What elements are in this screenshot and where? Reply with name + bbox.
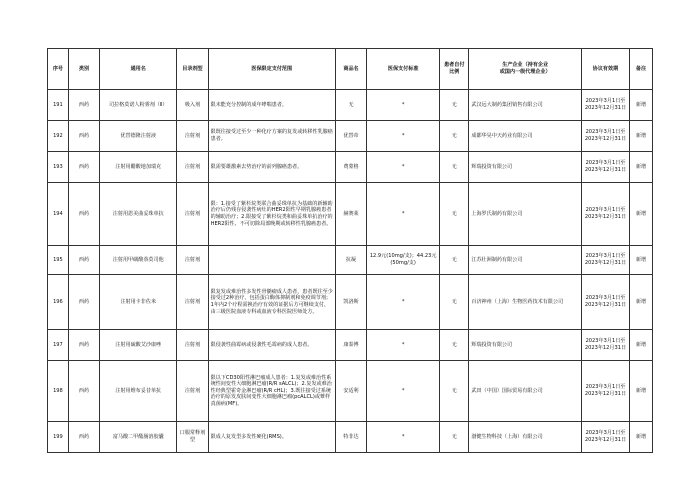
cell-period (582, 183, 630, 246)
cell-manufacturer: 上海罗氏制药有限公司 (469, 183, 582, 246)
table-row (48, 361, 653, 422)
cell-period-start: 2023年3月1日至 (585, 384, 626, 391)
cell-self-pay-ratio: 无 (440, 422, 469, 453)
table-row (48, 90, 653, 121)
header-self-pay-ratio: 患者自付比例 (440, 49, 469, 90)
cell-period-start: 2023年3月1日至 (585, 160, 626, 167)
cell-period-end: 2023年12月31日 (584, 136, 627, 142)
cell-generic-name: 优替德隆注射液 (100, 121, 177, 152)
cell-limited-scope: 限：1.接受了紫杉烷类联合曲妥珠单抗为基础的新辅助治疗后仍残存侵袭性病灶的HER2阳性早期乳腺癌患者的辅助治疗；2.限接受了紫杉烷类和曲妥珠单抗治疗的HER2阳性、不可切除局部晚期或转移性乳腺癌患者。 (208, 183, 335, 246)
cell-category: 西药 (68, 275, 99, 330)
cell-brand-name: 康泰博 (335, 330, 366, 361)
cell-self-pay-ratio: 无 (440, 152, 469, 183)
cell-generic-name: 司拉格莫诺人粉雾剂（Ⅱ） (100, 90, 177, 121)
cell-seq: 197 (48, 330, 69, 361)
cell-limited-scope: 限成人复发型多发性硬化(RMS)。 (208, 422, 335, 453)
cell-period-start: 2023年3月1日至 (585, 338, 626, 345)
cell-period (582, 275, 630, 330)
cell-generic-name: 富马酸二甲酯肠溶胶囊 (100, 422, 177, 453)
cell-brand-name: 优替帝 (335, 121, 366, 152)
cell-limited-scope (208, 246, 335, 275)
cell-category: 西药 (68, 152, 99, 183)
cell-self-pay-ratio: 无 (440, 90, 469, 121)
cell-generic-name: 注射用醋酸地加瑞克 (100, 152, 177, 183)
header-manufacturer-line1: 生产企业（持有企业 (502, 62, 549, 69)
cell-remark: 新增 (629, 330, 652, 361)
cell-payment-standard: 12.9元(10mg/支)；44.23元(50mg/支) (367, 246, 440, 275)
cell-period (582, 330, 630, 361)
cell-period (582, 246, 630, 275)
cell-limited-scope: 限未能充分控制的成年哮喘患者。 (208, 90, 335, 121)
cell-payment-standard: * (367, 422, 440, 453)
cell-remark: 新增 (629, 422, 652, 453)
cell-brand-name: 安适利 (335, 361, 366, 422)
cell-brand-name: 赫赛莱 (335, 183, 366, 246)
cell-remark: 新增 (629, 361, 652, 422)
cell-dosage-form: 吸入剂 (177, 90, 208, 121)
header-remark: 备注 (629, 49, 652, 90)
cell-manufacturer: 辉瑞投资有限公司 (469, 152, 582, 183)
cell-self-pay-ratio: 无 (440, 183, 469, 246)
cell-remark: 新增 (629, 183, 652, 246)
cell-generic-name: 注射用甲磺酸萘莫司他 (100, 246, 177, 275)
cell-remark: 新增 (629, 152, 652, 183)
cell-category: 西药 (68, 90, 99, 121)
cell-period (582, 121, 630, 152)
cell-self-pay-ratio: 无 (440, 361, 469, 422)
cell-dosage-form: 注射剂 (177, 275, 208, 330)
cell-period-start: 2023年3月1日至 (585, 207, 626, 214)
cell-period-end: 2023年12月31日 (584, 391, 627, 397)
cell-seq: 191 (48, 90, 69, 121)
table-row (48, 422, 653, 453)
cell-generic-name: 注射用硫酸艾沙康唑 (100, 330, 177, 361)
cell-brand-name: 无 (335, 90, 366, 121)
cell-payment-standard: * (367, 361, 440, 422)
cell-self-pay-ratio: 无 (440, 330, 469, 361)
cell-manufacturer: 武汉远大制药集团销售有限公司 (469, 90, 582, 121)
cell-remark: 新增 (629, 246, 652, 275)
cell-dosage-form: 注射剂 (177, 330, 208, 361)
cell-category: 西药 (68, 330, 99, 361)
cell-dosage-form: 注射剂 (177, 246, 208, 275)
cell-period-end: 2023年12月31日 (584, 214, 627, 220)
cell-period-start: 2023年3月1日至 (585, 295, 626, 302)
cell-payment-standard: * (367, 183, 440, 246)
cell-period (582, 152, 630, 183)
table-row (48, 275, 653, 330)
cell-manufacturer: 成都华昊中天药业有限公司 (469, 121, 582, 152)
header-generic-name: 通用名 (100, 49, 177, 90)
cell-period (582, 90, 630, 121)
cell-period-end: 2023年12月31日 (584, 302, 627, 308)
cell-manufacturer: 渤健生物科技（上海）有限公司 (469, 422, 582, 453)
cell-period-start: 2023年3月1日至 (585, 253, 626, 260)
table-row (48, 183, 653, 246)
cell-brand-name: 费蒙格 (335, 152, 366, 183)
cell-brand-name: 抗凝 (335, 246, 366, 275)
cell-period-start: 2023年3月1日至 (585, 98, 626, 105)
header-category: 类别 (68, 49, 99, 90)
header-seq: 序号 (48, 49, 69, 90)
cell-manufacturer: 百济神州（上海）生物医药技术有限公司 (469, 275, 582, 330)
cell-limited-scope: 限侵袭性曲霉病或侵袭性毛霉病的成人患者。 (208, 330, 335, 361)
cell-manufacturer: 辉瑞投资有限公司 (469, 330, 582, 361)
cell-period-start: 2023年3月1日至 (585, 129, 626, 136)
cell-seq: 193 (48, 152, 69, 183)
cell-dosage-form: 注射剂 (177, 361, 208, 422)
header-dosage-form: 目录剂型 (177, 49, 208, 90)
table-row (48, 152, 653, 183)
header-limited-scope: 医保限定支付范围 (208, 49, 335, 90)
cell-self-pay-ratio: 无 (440, 246, 469, 275)
cell-seq: 196 (48, 275, 69, 330)
cell-category: 西药 (68, 422, 99, 453)
header-brand-name: 商品名 (335, 49, 366, 90)
cell-period-end: 2023年12月31日 (584, 437, 627, 443)
cell-dosage-form: 口服常释剂型 (177, 422, 208, 453)
cell-dosage-form: 注射剂 (177, 152, 208, 183)
cell-seq: 198 (48, 361, 69, 422)
cell-remark: 新增 (629, 275, 652, 330)
table-row (48, 246, 653, 275)
table-body (48, 90, 653, 453)
cell-generic-name: 注射用卡非佐米 (100, 275, 177, 330)
cell-period-end: 2023年12月31日 (584, 345, 627, 351)
header-period: 协议有效期 (582, 49, 630, 90)
header-manufacturer-line2: 或国内一级代理企业） (499, 69, 551, 75)
cell-remark: 新增 (629, 90, 652, 121)
cell-period-end: 2023年12月31日 (584, 105, 627, 111)
cell-self-pay-ratio: 无 (440, 275, 469, 330)
cell-category: 西药 (68, 121, 99, 152)
cell-self-pay-ratio: 无 (440, 121, 469, 152)
table-header-row (48, 49, 653, 90)
header-payment-standard: 医保支付标准 (367, 49, 440, 90)
cell-payment-standard: * (367, 121, 440, 152)
cell-seq: 194 (48, 183, 69, 246)
cell-category: 西药 (68, 246, 99, 275)
drug-catalog-table (47, 48, 653, 453)
table-row (48, 330, 653, 361)
cell-payment-standard: * (367, 90, 440, 121)
header-manufacturer (469, 49, 582, 90)
cell-limited-scope: 限以下CD30阳性淋巴瘤成人患者：1.复发或难治性系统性间变性大细胞淋巴瘤(R/R sALCL)；2.复发或难治性经典型霍奇金淋巴瘤(R/R cHL)；3.既往接受过系统治疗的原发皮肤间变性大细胞淋巴瘤(pcALCL)或蕈样真菌病(MF)。 (208, 361, 335, 422)
cell-seq: 195 (48, 246, 69, 275)
cell-dosage-form: 注射剂 (177, 183, 208, 246)
cell-period (582, 361, 630, 422)
cell-category: 西药 (68, 183, 99, 246)
cell-period (582, 422, 630, 453)
cell-generic-name: 注射用恩美曲妥珠单抗 (100, 183, 177, 246)
cell-brand-name: 特非达 (335, 422, 366, 453)
cell-period-start: 2023年3月1日至 (585, 430, 626, 437)
cell-payment-standard: * (367, 275, 440, 330)
cell-category: 西药 (68, 361, 99, 422)
cell-manufacturer: 武田（中国）国际贸易有限公司 (469, 361, 582, 422)
cell-manufacturer: 江苏壮洲制药有限公司 (469, 246, 582, 275)
cell-seq: 192 (48, 121, 69, 152)
cell-period-end: 2023年12月31日 (584, 167, 627, 173)
table-row (48, 121, 653, 152)
cell-payment-standard: * (367, 152, 440, 183)
cell-limited-scope: 限需要雄激素去势治疗的前列腺癌患者。 (208, 152, 335, 183)
cell-generic-name: 注射用维布妥昔单抗 (100, 361, 177, 422)
cell-period-end: 2023年12月31日 (584, 260, 627, 266)
cell-dosage-form: 注射剂 (177, 121, 208, 152)
cell-brand-name: 凯洛斯 (335, 275, 366, 330)
cell-remark: 新增 (629, 121, 652, 152)
cell-limited-scope: 限既往接受过至少一种化疗方案的复发或转移性乳腺癌患者。 (208, 121, 335, 152)
cell-seq: 199 (48, 422, 69, 453)
cell-payment-standard: * (367, 330, 440, 361)
cell-limited-scope: 限复发或难治性多发性骨髓瘤成人患者，患者既往至少接受过2种治疗，包括蛋白酶体抑制剂和免疫调节剂；1年内2个疗程需换治疗有效的证据后方可继续支付，由三级医院血液专科或血液专科医院医师处方。 (208, 275, 335, 330)
